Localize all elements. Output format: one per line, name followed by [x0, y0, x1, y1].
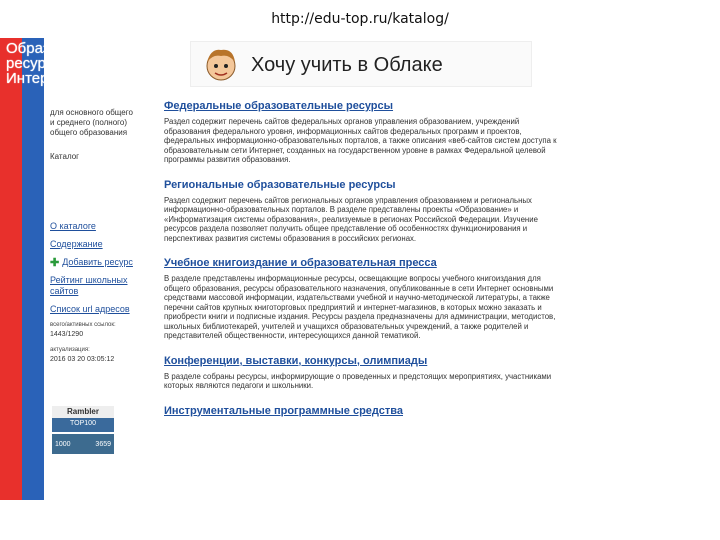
- stats-value: 1443/1290: [50, 331, 84, 338]
- updated-value: 2016 03 20 03:05:12: [50, 356, 115, 363]
- brand-line: Интернет: [6, 70, 72, 87]
- blue-band: [22, 38, 44, 500]
- site-brand[interactable]: [6, 41, 146, 86]
- updated-label: актуализация:: [50, 347, 90, 353]
- brand-line: ресурсы сети: [6, 55, 99, 72]
- catalog-label: Каталог: [50, 152, 80, 161]
- stats-counter[interactable]: [52, 434, 114, 454]
- sidebar-header: [50, 108, 145, 161]
- plus-icon: ✚: [50, 256, 60, 269]
- stats-counter-right: 3659: [95, 440, 111, 448]
- section-title-conferences[interactable]: Конференции, выставки, конкурсы, олимпиады: [164, 354, 428, 367]
- website-screenshot: [0, 38, 570, 500]
- cartoon-boy-icon: [199, 44, 243, 84]
- sidebar-subtitle: для основного общего: [50, 108, 133, 117]
- sidebar-subtitle: общего образования: [50, 128, 128, 137]
- section: [164, 100, 559, 165]
- url-caption: http://edu-top.ru/katalog/: [271, 11, 449, 27]
- section-title-tools[interactable]: Инструментальные программные средства: [164, 404, 403, 417]
- rambler-sub: TOP100: [70, 420, 96, 427]
- rambler-title: Rambler: [52, 406, 114, 418]
- add-resource-item[interactable]: [50, 257, 145, 268]
- rambler-counter[interactable]: [52, 406, 114, 432]
- sidebar-link-rating[interactable]: Рейтинг школьных сайтов: [50, 275, 128, 296]
- sidebar-nav: [50, 221, 145, 372]
- section-text: Раздел содержит перечень сайтов региональных органов управления образованием и региональных информационно-образовательных порталов. В разделе представлены проекты «Образование» и «Информатизация системы образования», реализуемые в регионах Российской Федерации. Изучение ресурсов раздела позволяет получить общее представление об особенностях функционирования и перспективах развития системы образования в российских регионах.: [164, 195, 538, 243]
- section-text: В разделе собраны ресурсы, информирующие о проведенных и предстоящих мероприятиях, участниками которых являются педагоги и школьники.: [164, 371, 552, 390]
- sidebar-link-url-list[interactable]: Список url адресов: [50, 304, 130, 314]
- stats-counter-left: 1000: [55, 440, 71, 448]
- section-title-regional[interactable]: Региональные образовательные ресурсы: [164, 178, 396, 191]
- section: [164, 405, 559, 417]
- section-text: Раздел содержит перечень сайтов федеральных органов управления образованием, учреждений образования федерального уровня, информационных сайтов федеральных программ и проектов, федеральных информационно-образовательных порталов, а также описания «веб-сайтов систем доступа к образовательным сети Интернет, созданных на государственном уровне в рамках Федеральной целевой программы развития образования.: [164, 117, 557, 164]
- sidebar-subtitle: и среднего (полного): [50, 118, 128, 127]
- sidebar-link-add-resource[interactable]: Добавить ресурс: [62, 257, 133, 267]
- banner-title: Хочу учить в Облаке: [251, 54, 443, 76]
- red-band: [0, 38, 22, 500]
- sidebar-link-about[interactable]: О каталоге: [50, 221, 96, 231]
- section: [164, 179, 559, 244]
- catalog-sections: [164, 100, 559, 422]
- section: [164, 355, 559, 391]
- section-text: В разделе представлены информационные ресурсы, освещающие вопросы учебного книгоиздания для общего образования, ресурсы образовательного назначения, опубликованные в сети Интернет основными средствами массовой информации, издательствами учебной и научно-методической литературы, а также перечни сайтов крупных книготорговых предприятий и интернет-магазинов, в которых можно заказать и приобрести книги и подписные издания. Ресурсы раздела предназначены для администрации, методистов, школьных библиотекарей, учителей и учащихся образовательных учреждений, а также родителей и представителей общественности, интересующихся данной тематикой.: [164, 274, 556, 340]
- section-title-federal[interactable]: Федеральные образовательные ресурсы: [164, 100, 394, 112]
- brand-line: Образовательные: [6, 40, 133, 57]
- section-title-publishing[interactable]: Учебное книгоиздание и образовательная пресса: [164, 257, 437, 269]
- sidebar-link-contents[interactable]: Содержание: [50, 239, 103, 249]
- ad-banner[interactable]: [190, 41, 532, 87]
- section: [164, 257, 559, 341]
- stats-label: всего/активных ссылок:: [50, 322, 116, 328]
